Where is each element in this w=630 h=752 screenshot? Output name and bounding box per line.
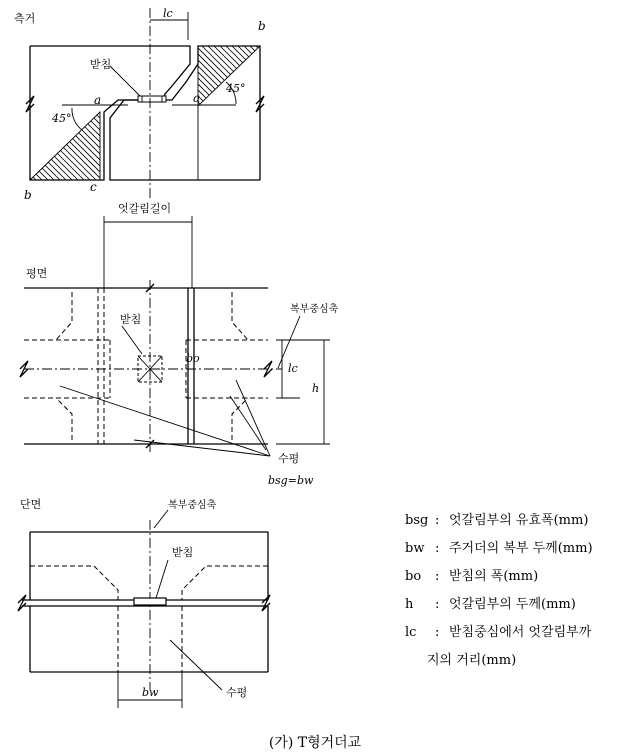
hatch-line xyxy=(0,112,42,180)
hatch-line xyxy=(106,112,174,180)
legend-row xyxy=(405,568,538,586)
hatch-line xyxy=(178,112,246,180)
hatch-line xyxy=(262,46,322,106)
plan-view xyxy=(20,201,339,487)
hatch-line xyxy=(0,112,30,180)
hatch-line xyxy=(256,46,316,106)
angle-label-left: 45° xyxy=(52,112,72,125)
legend-separator: : xyxy=(435,569,440,584)
hatch-line xyxy=(334,46,394,106)
legend-separator: : xyxy=(435,513,440,528)
legend-text: 엇갈림부의 유효폭(mm) xyxy=(449,513,589,528)
width-dim-label: 엇갈림길이 xyxy=(118,202,172,215)
hatch-line xyxy=(352,46,412,106)
legend-symbol: lc xyxy=(405,625,417,640)
figure-caption: (가) T형거더교 xyxy=(268,735,362,751)
lc-label-plan: lc xyxy=(288,362,298,375)
section-view xyxy=(18,497,270,708)
bearing-label-side: 받침 xyxy=(90,58,112,71)
hatch-line xyxy=(160,112,228,180)
point-a-right: a xyxy=(193,91,201,105)
hatch-line xyxy=(0,112,18,180)
side-view-title: 측거 xyxy=(14,12,36,25)
legend-separator: : xyxy=(435,625,440,640)
hatch-line xyxy=(118,112,186,180)
hatch-line xyxy=(130,112,198,180)
hatch-line xyxy=(292,46,352,106)
legend-symbol: bsg xyxy=(405,513,429,528)
stiffener-label-section: 수평 xyxy=(226,686,248,699)
legend-row xyxy=(405,540,593,558)
hatch-line xyxy=(298,46,358,106)
bearing-label-plan: 받침 xyxy=(120,313,142,326)
hatch-line xyxy=(268,46,328,106)
hatch-line xyxy=(0,112,24,180)
hatch-line xyxy=(112,112,180,180)
hatch-line xyxy=(214,46,274,106)
legend-separator: : xyxy=(435,597,440,612)
hatch-line xyxy=(124,112,192,180)
legend-row xyxy=(405,652,516,670)
hatch-line xyxy=(238,46,298,106)
legend-symbol: h xyxy=(405,597,414,612)
hatch-line xyxy=(232,46,292,106)
hatch-line xyxy=(316,46,376,106)
legend-separator: : xyxy=(435,541,440,556)
legend-row xyxy=(405,624,591,642)
hatch-line xyxy=(340,46,400,106)
hatch-line xyxy=(136,112,204,180)
bsg-eq-label: bsg=bw xyxy=(268,474,314,487)
side-view xyxy=(0,7,412,202)
hatch-line xyxy=(148,112,216,180)
hatch-line xyxy=(244,46,304,106)
girder-axis-label: 복부중심축 xyxy=(290,304,339,315)
bearing-label-section: 받침 xyxy=(172,546,194,559)
legend-row xyxy=(405,596,576,614)
bearing-plate-section xyxy=(134,598,166,605)
hatch-line xyxy=(184,112,252,180)
hatch-line xyxy=(202,46,262,106)
hatch-line xyxy=(208,46,268,106)
hatch-line xyxy=(154,112,222,180)
legend-symbol: bo xyxy=(405,569,422,584)
h-label: h xyxy=(312,382,320,395)
stiffener-label-plan: 수평 xyxy=(278,452,300,465)
hatch-line xyxy=(142,112,210,180)
hatch-line xyxy=(274,46,334,106)
hatch-line xyxy=(322,46,382,106)
legend-text: 주거더의 복부 두께(mm) xyxy=(449,541,593,556)
hatch-line xyxy=(280,46,340,106)
plan-view-title: 평면 xyxy=(26,267,48,280)
bo-label: bo xyxy=(186,352,200,365)
right-girder-outline xyxy=(110,46,260,180)
bw-label: bw xyxy=(142,686,159,699)
hatch-line xyxy=(166,112,234,180)
hatch-line xyxy=(250,46,310,106)
point-c: c xyxy=(90,180,97,194)
point-a-left: a xyxy=(94,93,102,107)
hatch-line xyxy=(304,46,364,106)
legend-text: 받침의 폭(mm) xyxy=(449,569,539,584)
left-hatch xyxy=(0,112,252,180)
point-b-top: b xyxy=(258,19,266,33)
legend-symbol: bw xyxy=(405,541,425,556)
section-axis-label: 복부중심축 xyxy=(168,500,217,511)
legend-text: 지의 거리(mm) xyxy=(427,653,517,668)
hatch-line xyxy=(346,46,406,106)
section-view-title: 단면 xyxy=(20,498,42,511)
legend-row xyxy=(405,512,588,530)
hatch-line xyxy=(0,112,54,180)
point-b-bottom: b xyxy=(24,188,32,202)
legend-text: 받침중심에서 엇갈림부까 xyxy=(449,625,592,640)
hatch-line xyxy=(310,46,370,106)
hatch-line xyxy=(286,46,346,106)
legend-text: 엇갈림부의 두께(mm) xyxy=(449,597,576,612)
hatch-line xyxy=(172,112,240,180)
lc-label-top: lc xyxy=(163,7,173,20)
angle-label-right: 45° xyxy=(226,82,246,95)
hatch-line xyxy=(328,46,388,106)
